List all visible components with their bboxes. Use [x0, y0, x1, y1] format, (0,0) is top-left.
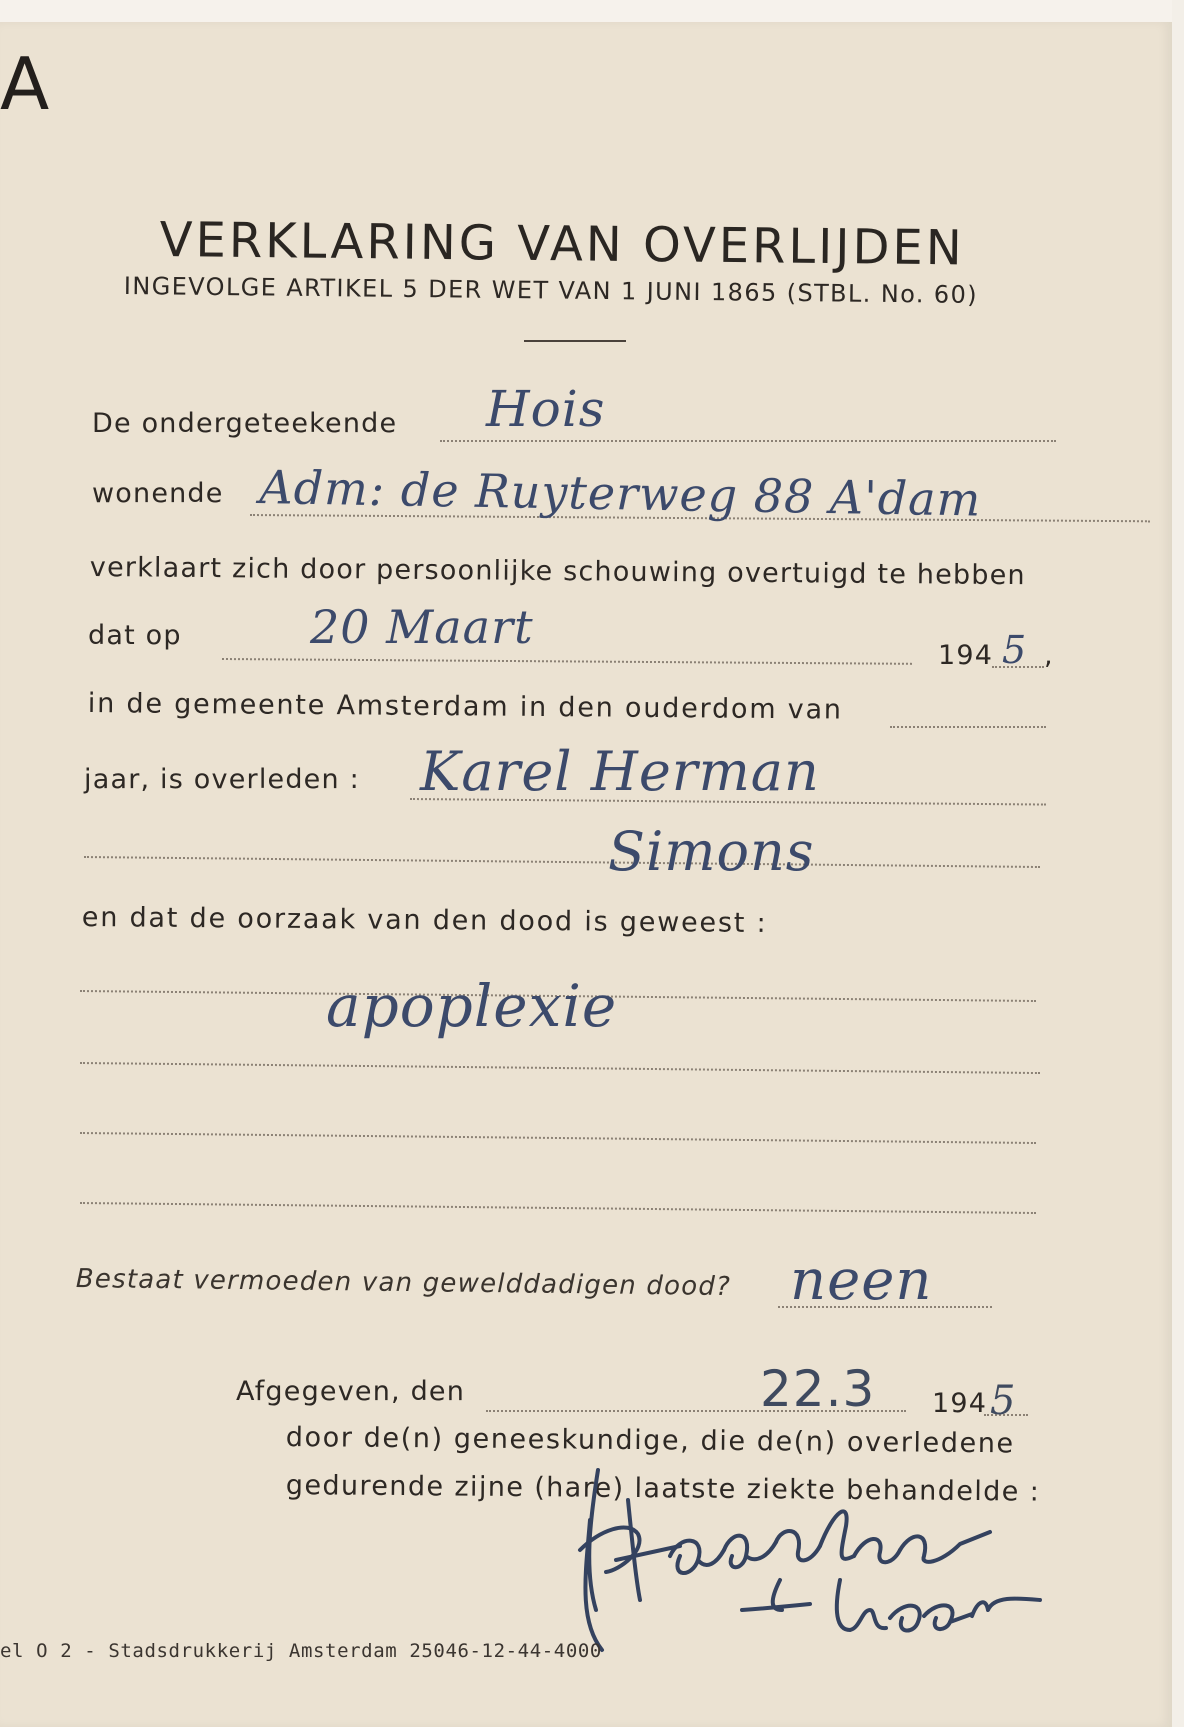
deceased-name-line1: Karel Herman — [420, 740, 820, 803]
form-subtitle: INGEVOLGE ARTIKEL 5 DER WET VAN 1 JUNI 1865 (STBL. No. 60) — [123, 272, 979, 309]
residing-label: wonende — [92, 478, 224, 509]
issued-year-suffix-handwritten: 5 — [990, 1378, 1017, 1424]
municipality-text: in de gemeente Amsterdam in den ouderdom van — [87, 688, 843, 726]
scan-top-margin — [0, 0, 1184, 22]
year-prefix: 194 — [938, 640, 994, 671]
residing-handwritten: Adm: de Ruyterweg 88 A'dam — [259, 460, 982, 527]
issued-date-handwritten: 22.3 — [760, 1360, 876, 1418]
printer-footer: el O 2 - Stadsdrukkerij Amsterdam 25046-12-44-4000 — [0, 1640, 602, 1662]
date-label: dat op — [88, 620, 182, 651]
title-rule — [524, 340, 626, 342]
cause-label: en dat de oorzaak van den dood is geweest : — [81, 902, 768, 939]
date-handwritten: 20 Maart — [310, 600, 534, 654]
form-title: VERKLARING VAN OVERLIJDEN — [159, 212, 965, 277]
violent-death-question: Bestaat vermoeden van gewelddadigen dood? — [75, 1264, 732, 1303]
deceased-label: jaar, is overleden : — [84, 764, 360, 795]
violent-death-answer-handwritten: neen — [790, 1248, 933, 1313]
corner-letter: A — [0, 42, 50, 126]
scan-right-margin — [1172, 0, 1184, 1727]
undersigned-dotted-line — [440, 440, 1056, 442]
undersigned-label: De ondergeteekende — [92, 408, 398, 439]
cause-handwritten: apoplexie — [326, 972, 618, 1040]
age-dotted-line — [890, 726, 1046, 728]
physician-text-line2: gedurende zijne (hare) laatste ziekte behandelde : — [285, 1470, 1041, 1508]
undersigned-handwritten: Hois — [486, 380, 606, 438]
issued-label: Afgegeven, den — [236, 1376, 466, 1407]
physician-text-line1: door de(n) geneeskundige, die de(n) overledene — [285, 1422, 1015, 1460]
deceased-name-line2: Simons — [608, 820, 815, 883]
issued-year-prefix: 194 — [932, 1388, 988, 1419]
year-comma: , — [1044, 640, 1054, 671]
physician-signature — [520, 1460, 1170, 1660]
declares-text: verklaart zich door persoonlijke schouwing overtuigd te hebben — [89, 552, 1026, 592]
year-suffix-handwritten: 5 — [1002, 628, 1028, 672]
